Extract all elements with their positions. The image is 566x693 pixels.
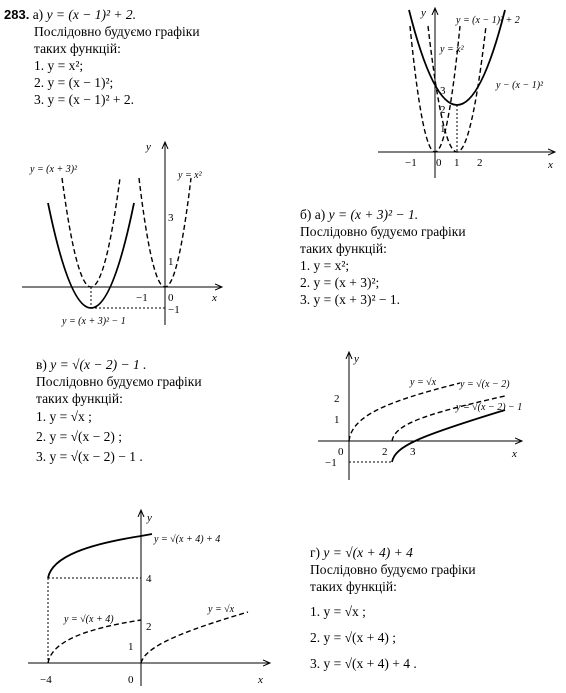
graph-b-tick-x-neg1: −1 [136,292,148,304]
part-v-step-3: 3. y = √(x − 2) − 1 . [36,449,143,464]
graph-v-x-label: x [512,448,517,460]
graph-g-label-final: y = √(x + 4) + 4 [154,534,221,545]
part-a-intro-1: Послідовно будуємо графіки [34,24,200,39]
graph-a-label-final: y = (x − 1)² + 2 [456,15,520,26]
graph-g-y-label: y [147,512,152,524]
graph-b-tick-y-1: 1 [168,256,174,268]
graph-g-x-label: x [258,674,263,686]
graph-a-tick-x-0: 0 [436,157,442,169]
graph-b-tick-y-3: 3 [168,212,174,224]
problem-number: 283. [4,7,30,22]
graph-a-tick-y-1: 1 [440,123,446,135]
graph-g-curve-sqrt [141,612,248,663]
graph-v-label-sqrt: y = √x [410,377,437,388]
graph-v-tick-y-neg1: −1 [325,457,337,469]
part-a-step-3: 3. y = (x − 1)² + 2. [34,92,135,107]
part-a-step-2: 2. y = (x − 1)²; [34,75,114,90]
graph-b [22,141,222,327]
part-v-step-2: 2. y = √(x − 2) ; [36,429,123,444]
graph-a-tick-x-1: 1 [454,157,460,169]
graph-v-tick-y-1: 1 [334,414,340,426]
part-g-intro-2: таких функцій: [310,579,397,594]
graph-a-tick-x-2: 2 [477,157,483,169]
graph-g-tick-y-4: 4 [146,573,152,585]
graph-a [378,7,555,178]
graph-v-y-label: y [354,353,359,365]
graph-g [28,510,270,686]
part-a-formula: y = (x − 1)² + 2. [46,7,137,22]
graph-v-tick-x-0: 0 [338,446,344,458]
part-v-step-1: 1. y = √x ; [36,409,92,424]
graph-v [318,352,522,480]
graph-g-curve-final [48,534,152,578]
graph-v-curve-final [392,410,505,462]
graph-g-tick-x-neg4: −4 [40,674,52,686]
graph-b-x-label: x [212,292,217,304]
graph-b-y-label: y [146,141,151,153]
graph-v-tick-y-2: 2 [334,393,340,405]
part-g-formula: y = √(x + 4) + 4 [323,545,413,560]
graph-a-tick-x-neg1: −1 [405,157,417,169]
graph-a-y-label: y [421,7,426,19]
graph-g-label-sqrt: y = √x [208,604,235,615]
part-b-intro-1: Послідовно будуємо графіки [300,224,466,239]
part-g-step-2: 2. y = √(x + 4) ; [310,630,397,645]
graph-v-curve-sqrt [349,383,460,441]
graph-a-label-x2: y = x² [440,44,464,55]
graph-b-tick-x-0: 0 [168,292,174,304]
part-b-formula: y = (x + 3)² − 1. [328,207,419,222]
part-b-step-1: 1. y = x²; [300,258,350,273]
graph-v-tick-x-2: 2 [382,446,388,458]
graph-g-label-shift: y = √(x + 4) [64,614,114,625]
graph-v-label-shift: y = √(x − 2) [460,379,510,390]
part-v-label: в) [36,357,47,372]
part-g-intro-1: Послідовно будуємо графіки [310,562,476,577]
graph-b-label-shift: y = (x + 3)² [30,164,78,175]
part-b-step-3: 3. y = (x + 3)² − 1. [300,292,401,307]
graph-v-label-final: y = √(x − 2) − 1 [456,402,523,413]
part-a-intro-2: таких функцій: [34,41,121,56]
part-a-label: а) [32,7,44,22]
part-b-intro-2: таких функцій: [300,241,387,256]
part-g-label: г) [310,545,321,560]
part-g-step-3: 3. y = √(x + 4) + 4 . [310,656,417,671]
part-v-intro-2: таких функцій: [36,391,123,406]
graph-a-tick-y-3: 3 [440,85,446,97]
graph-a-x-label: x [548,159,553,171]
part-b-step-2: 2. y = (x + 3)²; [300,275,380,290]
part-a-step-1: 1. y = x²; [34,58,84,73]
graph-g-tick-x-0: 0 [128,674,134,686]
graph-b-tick-y-neg1: −1 [168,304,180,316]
graph-g-tick-y-2: 2 [146,621,152,633]
graph-b-label-final: y = (x + 3)² − 1 [62,316,126,327]
part-v-formula: y = √(x − 2) − 1 . [50,357,147,372]
part-v-intro-1: Послідовно будуємо графіки [36,374,202,389]
graph-b-label-x2: y = x² [178,170,202,181]
part-g-step-1: 1. y = √x ; [310,604,366,619]
graph-a-label-shift: y − (x − 1)² [496,80,544,91]
graph-a-tick-y-2: 2 [440,104,446,116]
graph-g-tick-y-1: 1 [128,641,134,653]
graph-b-curve-shift [62,178,120,287]
graph-v-tick-x-3: 3 [410,446,416,458]
part-b-label: б) а) [300,207,326,222]
